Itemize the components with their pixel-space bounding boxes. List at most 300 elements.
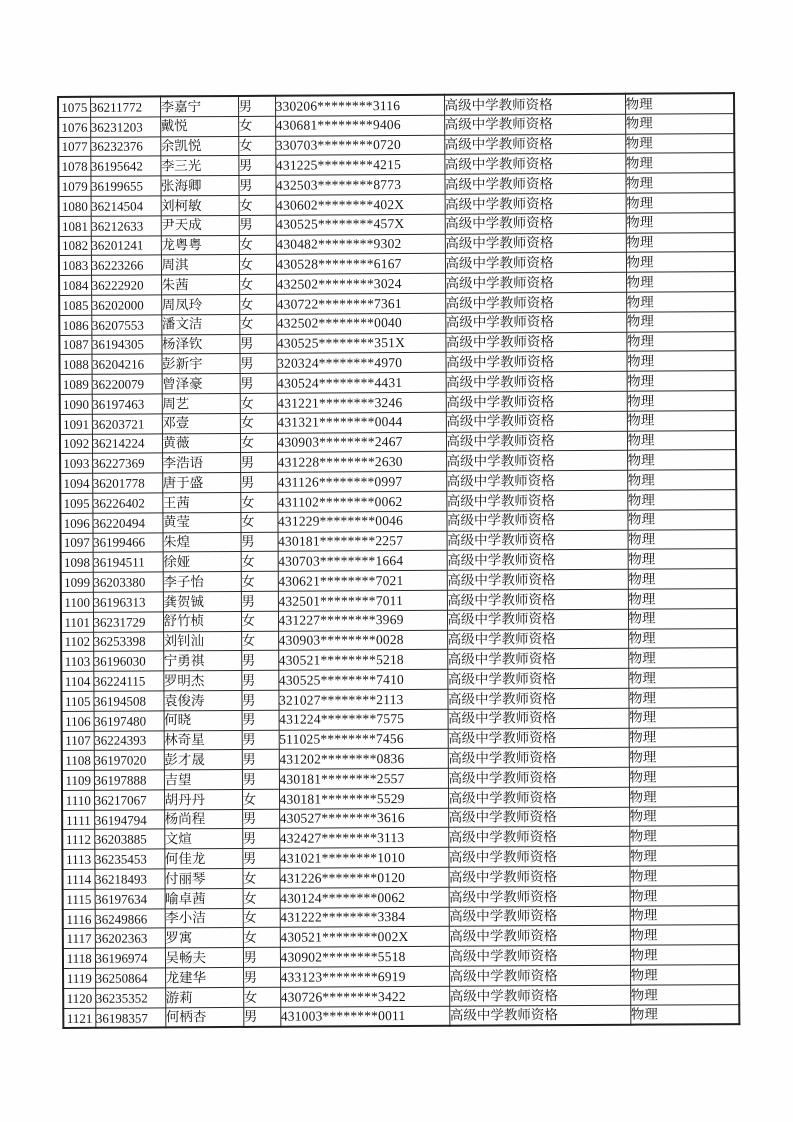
cell-qualification-type: 高级中学教师资格 (447, 688, 628, 709)
cell-seq-number: 1107 (62, 731, 94, 751)
cell-qualification-type: 高级中学教师资格 (445, 332, 626, 353)
cell-seq-number: 1080 (59, 196, 91, 216)
cell-exam-id: 36197463 (92, 394, 162, 414)
cell-subject: 物理 (630, 984, 739, 1004)
cell-id-card-masked: 431221********3246 (277, 392, 446, 413)
cell-candidate-name: 彭新宇 (161, 354, 239, 374)
cell-id-card-masked: 430726********3422 (280, 986, 449, 1007)
cell-subject: 物理 (630, 905, 739, 925)
cell-subject: 物理 (629, 747, 738, 767)
cell-gender: 女 (241, 631, 278, 651)
cell-candidate-name: 袁俊涛 (163, 690, 241, 710)
cell-subject: 物理 (627, 490, 736, 510)
cell-candidate-name: 何晓 (164, 710, 242, 730)
cell-candidate-name: 李子怡 (163, 572, 241, 592)
cell-exam-id: 36203885 (94, 829, 164, 849)
cell-gender: 女 (240, 393, 277, 413)
cell-candidate-name: 胡丹丹 (164, 789, 242, 809)
cell-qualification-type: 高级中学教师资格 (447, 569, 628, 590)
cell-exam-id: 36195642 (90, 156, 160, 176)
cell-seq-number: 1099 (61, 572, 93, 592)
cell-exam-id: 36194305 (91, 334, 161, 354)
cell-gender: 男 (239, 354, 276, 374)
cell-exam-id: 36197020 (94, 750, 164, 770)
cell-gender: 男 (239, 334, 276, 354)
cell-gender: 女 (243, 888, 280, 908)
cell-gender: 女 (243, 987, 280, 1007)
cell-seq-number: 1115 (63, 889, 95, 909)
cell-seq-number: 1113 (62, 850, 94, 870)
cell-subject: 物理 (625, 93, 734, 114)
cell-exam-id: 36199466 (93, 532, 163, 552)
cell-exam-id: 36218493 (94, 869, 164, 889)
cell-id-card-masked: 430181********5529 (279, 788, 448, 809)
cell-seq-number: 1081 (59, 216, 91, 236)
cell-qualification-type: 高级中学教师资格 (444, 154, 625, 175)
cell-exam-id: 36197888 (94, 770, 164, 790)
cell-exam-id: 36194794 (94, 810, 164, 830)
cell-exam-id: 36224115 (93, 671, 163, 691)
cell-gender: 男 (238, 175, 275, 195)
cell-gender: 女 (240, 492, 277, 512)
cell-subject: 物理 (627, 450, 736, 470)
cell-gender: 男 (242, 809, 279, 829)
cell-subject: 物理 (626, 331, 735, 351)
cell-qualification-type: 高级中学教师资格 (445, 193, 626, 214)
cell-exam-id: 36197480 (94, 711, 164, 731)
cell-exam-id: 36199655 (90, 176, 160, 196)
cell-candidate-name: 罗寓 (165, 928, 243, 948)
cell-seq-number: 1086 (59, 315, 91, 335)
cell-gender: 女 (241, 611, 278, 631)
cell-subject: 物理 (627, 371, 736, 391)
cell-exam-id: 36222920 (91, 275, 161, 295)
cell-exam-id: 36201778 (92, 473, 162, 493)
cell-gender: 男 (240, 472, 277, 492)
cell-seq-number: 1095 (60, 493, 92, 513)
cell-gender: 男 (242, 769, 279, 789)
cell-subject: 物理 (629, 707, 738, 727)
cell-seq-number: 1092 (60, 434, 92, 454)
cell-seq-number: 1117 (63, 929, 95, 949)
cell-candidate-name: 李嘉宁 (160, 96, 238, 117)
cell-id-card-masked: 431126********0997 (277, 471, 446, 492)
cell-qualification-type: 高级中学教师资格 (447, 589, 628, 610)
cell-candidate-name: 余凯悦 (160, 136, 238, 156)
cell-gender: 男 (241, 690, 278, 710)
cell-subject: 物理 (626, 311, 735, 331)
cell-seq-number: 1120 (63, 988, 95, 1008)
cell-id-card-masked: 431102********0062 (277, 491, 446, 512)
cell-id-card-masked: 431222********3384 (280, 907, 449, 928)
cell-qualification-type: 高级中学教师资格 (447, 530, 628, 551)
cell-qualification-type: 高级中学教师资格 (445, 253, 626, 274)
cell-seq-number: 1088 (59, 355, 91, 375)
cell-subject: 物理 (629, 826, 738, 846)
cell-gender: 女 (242, 868, 279, 888)
cell-id-card-masked: 321027********2113 (278, 689, 447, 710)
cell-seq-number: 1112 (62, 830, 94, 850)
cell-exam-id: 36220079 (92, 374, 162, 394)
cell-qualification-type: 高级中学教师资格 (446, 490, 627, 511)
cell-seq-number: 1090 (60, 394, 92, 414)
cell-candidate-name: 李浩语 (162, 453, 240, 473)
cell-exam-id: 36231203 (90, 117, 160, 137)
cell-exam-id: 36250864 (95, 968, 165, 988)
cell-id-card-masked: 430181********2257 (278, 531, 447, 552)
cell-id-card-masked: 430527********3616 (279, 808, 448, 829)
cell-candidate-name: 吉望 (164, 770, 242, 790)
cell-seq-number: 1077 (58, 137, 90, 157)
cell-seq-number: 1121 (63, 1008, 95, 1028)
cell-id-card-masked: 430602********402X (276, 194, 445, 215)
cell-id-card-masked: 430902********5518 (280, 947, 449, 968)
cell-qualification-type: 高级中学教师资格 (445, 352, 626, 373)
cell-candidate-name: 喻卓茜 (165, 888, 243, 908)
cell-candidate-name: 文煊 (164, 829, 242, 849)
cell-qualification-type: 高级中学教师资格 (448, 846, 629, 867)
cell-subject: 物理 (626, 351, 735, 371)
cell-candidate-name: 朱煌 (163, 532, 241, 552)
cell-gender: 男 (240, 453, 277, 473)
cell-exam-id: 36201241 (91, 235, 161, 255)
cell-id-card-masked: 330206********3116 (275, 95, 444, 116)
cell-qualification-type: 高级中学教师资格 (446, 510, 627, 531)
cell-gender: 男 (239, 215, 276, 235)
cell-id-card-masked: 432427********3113 (279, 828, 448, 849)
cell-subject: 物理 (627, 509, 736, 529)
cell-gender: 男 (240, 373, 277, 393)
table-row (63, 1004, 739, 1028)
cell-qualification-type: 高级中学教师资格 (446, 470, 627, 491)
cell-candidate-name: 李小洁 (165, 908, 243, 928)
cell-seq-number: 1108 (62, 751, 94, 771)
cell-qualification-type: 高级中学教师资格 (449, 985, 630, 1006)
cell-subject: 物理 (627, 430, 736, 450)
cell-id-card-masked: 431229********0046 (277, 511, 446, 532)
cell-qualification-type: 高级中学教师资格 (447, 609, 628, 630)
cell-subject: 物理 (626, 252, 735, 272)
table-body (58, 93, 739, 1028)
cell-seq-number: 1111 (62, 810, 94, 830)
cell-id-card-masked: 431228********2630 (277, 452, 446, 473)
cell-seq-number: 1114 (62, 869, 94, 889)
cell-subject: 物理 (626, 212, 735, 232)
cell-exam-id: 36231729 (93, 612, 163, 632)
cell-qualification-type: 高级中学教师资格 (447, 550, 628, 571)
cell-gender: 女 (239, 195, 276, 215)
cell-qualification-type: 高级中学教师资格 (445, 312, 626, 333)
cell-id-card-masked: 432503********8773 (275, 174, 444, 195)
cell-qualification-type: 高级中学教师资格 (445, 272, 626, 293)
cell-subject: 物理 (629, 806, 738, 826)
cell-seq-number: 1098 (61, 553, 93, 573)
cell-seq-number: 1097 (61, 533, 93, 553)
cell-seq-number: 1103 (61, 652, 93, 672)
cell-qualification-type: 高级中学教师资格 (448, 807, 629, 828)
cell-seq-number: 1105 (61, 691, 93, 711)
cell-subject: 物理 (625, 113, 734, 133)
cell-exam-id: 36226402 (92, 493, 162, 513)
cell-seq-number: 1084 (59, 275, 91, 295)
cell-seq-number: 1076 (58, 117, 90, 137)
cell-qualification-type: 高级中学教师资格 (447, 649, 628, 670)
cell-id-card-masked: 431224********7575 (279, 709, 448, 730)
cell-id-card-masked: 430181********2557 (279, 768, 448, 789)
cell-candidate-name: 龚贺铖 (163, 591, 241, 611)
cell-qualification-type: 高级中学教师资格 (449, 965, 630, 986)
cell-gender: 女 (239, 274, 276, 294)
cell-qualification-type: 高级中学教师资格 (445, 233, 626, 254)
cell-gender: 女 (239, 235, 276, 255)
cell-id-card-masked: 330703********0720 (275, 135, 444, 156)
cell-exam-id: 36232376 (90, 136, 160, 156)
cell-exam-id: 36214224 (92, 433, 162, 453)
cell-candidate-name: 黄莹 (162, 512, 240, 532)
cell-subject: 物理 (627, 410, 736, 430)
cell-gender: 女 (238, 116, 275, 136)
cell-exam-id: 36217067 (94, 790, 164, 810)
cell-candidate-name: 林奇星 (164, 730, 242, 750)
cell-id-card-masked: 430482********9302 (276, 234, 445, 255)
cell-gender: 男 (241, 651, 278, 671)
cell-seq-number: 1109 (62, 770, 94, 790)
cell-seq-number: 1075 (58, 97, 90, 117)
cell-gender: 女 (238, 136, 275, 156)
cell-seq-number: 1102 (61, 632, 93, 652)
cell-qualification-type: 高级中学教师资格 (449, 906, 630, 927)
cell-qualification-type: 高级中学教师资格 (444, 94, 625, 115)
cell-id-card-masked: 430703********1664 (278, 551, 447, 572)
cell-exam-id: 36202000 (91, 295, 161, 315)
cell-id-card-masked: 431003********0011 (280, 1006, 449, 1027)
cell-gender: 男 (242, 730, 279, 750)
cell-candidate-name: 周淇 (161, 255, 239, 275)
cell-seq-number: 1094 (60, 473, 92, 493)
cell-id-card-masked: 430528********6167 (276, 254, 445, 275)
cell-exam-id: 36212633 (91, 216, 161, 236)
cell-candidate-name: 游莉 (165, 987, 243, 1007)
cell-qualification-type: 高级中学教师资格 (449, 926, 630, 947)
cell-exam-id: 36235352 (95, 988, 165, 1008)
cell-qualification-type: 高级中学教师资格 (446, 411, 627, 432)
cell-candidate-name: 曾泽豪 (162, 374, 240, 394)
cell-candidate-name: 龙建华 (165, 968, 243, 988)
cell-candidate-name: 杨尚程 (164, 809, 242, 829)
cell-subject: 物理 (626, 292, 735, 312)
cell-exam-id: 36196974 (95, 948, 165, 968)
cell-gender: 女 (240, 512, 277, 532)
cell-candidate-name: 李三光 (160, 156, 238, 176)
cell-candidate-name: 吴畅夫 (165, 948, 243, 968)
cell-qualification-type: 高级中学教师资格 (448, 767, 629, 788)
cell-qualification-type: 高级中学教师资格 (444, 173, 625, 194)
cell-seq-number: 1116 (63, 909, 95, 929)
cell-gender: 男 (243, 947, 280, 967)
cell-qualification-type: 高级中学教师资格 (447, 629, 628, 650)
cell-exam-id: 36204216 (91, 354, 161, 374)
cell-subject: 物理 (630, 945, 739, 965)
cell-exam-id: 36249866 (95, 909, 165, 929)
cell-gender: 女 (240, 413, 277, 433)
cell-id-card-masked: 431321********0044 (277, 412, 446, 433)
cell-gender: 女 (241, 571, 278, 591)
cell-seq-number: 1089 (60, 374, 92, 394)
cell-gender: 女 (243, 928, 280, 948)
cell-subject: 物理 (628, 589, 737, 609)
cell-gender: 男 (238, 156, 275, 176)
cell-qualification-type: 高级中学教师资格 (448, 827, 629, 848)
cell-qualification-type: 高级中学教师资格 (448, 728, 629, 749)
cell-candidate-name: 徐娅 (163, 552, 241, 572)
cell-subject: 物理 (628, 529, 737, 549)
cell-gender: 女 (242, 789, 279, 809)
cell-seq-number: 1082 (59, 236, 91, 256)
cell-gender: 女 (240, 433, 277, 453)
cell-exam-id: 36194508 (93, 691, 163, 711)
cell-subject: 物理 (628, 668, 737, 688)
cell-id-card-masked: 432502********0040 (276, 313, 445, 334)
cell-subject: 物理 (625, 133, 734, 153)
cell-exam-id: 36198357 (95, 1008, 165, 1029)
cell-subject: 物理 (626, 232, 735, 252)
cell-subject: 物理 (630, 925, 739, 945)
cell-candidate-name: 何柄杏 (165, 1007, 243, 1028)
cell-seq-number: 1087 (59, 335, 91, 355)
cell-id-card-masked: 430521********5218 (278, 650, 447, 671)
cell-gender: 男 (242, 750, 279, 770)
cell-gender: 女 (239, 255, 276, 275)
cell-candidate-name: 王茜 (162, 492, 240, 512)
cell-id-card-masked: 430903********0028 (278, 630, 447, 651)
cell-id-card-masked: 431021********1010 (279, 848, 448, 869)
cell-gender: 女 (239, 294, 276, 314)
cell-exam-id: 36203380 (93, 572, 163, 592)
cell-gender: 男 (241, 670, 278, 690)
cell-seq-number: 1110 (62, 790, 94, 810)
cell-seq-number: 1079 (58, 176, 90, 196)
cell-subject: 物理 (628, 628, 737, 648)
cell-gender: 女 (241, 552, 278, 572)
cell-subject: 物理 (629, 767, 738, 787)
cell-exam-id: 36202363 (95, 928, 165, 948)
cell-gender: 女 (239, 314, 276, 334)
cell-gender: 男 (242, 710, 279, 730)
cell-seq-number: 1104 (61, 671, 93, 691)
cell-qualification-type: 高级中学教师资格 (449, 886, 630, 907)
cell-id-card-masked: 431227********3969 (278, 610, 447, 631)
cell-subject: 物理 (630, 1004, 739, 1025)
cell-candidate-name: 龙粤粤 (161, 235, 239, 255)
cell-subject: 物理 (628, 648, 737, 668)
cell-id-card-masked: 430722********7361 (276, 293, 445, 314)
cell-candidate-name: 杨泽钦 (161, 334, 239, 354)
cell-candidate-name: 付丽琴 (164, 869, 242, 889)
cell-seq-number: 1106 (62, 711, 94, 731)
cell-gender: 男 (242, 829, 279, 849)
cell-candidate-name: 彭才晟 (164, 750, 242, 770)
cell-candidate-name: 舒竹桢 (163, 611, 241, 631)
cell-qualification-type: 高级中学教师资格 (446, 371, 627, 392)
cell-subject: 物理 (626, 193, 735, 213)
cell-exam-id: 36211772 (90, 96, 160, 117)
cell-gender: 男 (241, 532, 278, 552)
cell-candidate-name: 潘文洁 (161, 314, 239, 334)
cell-candidate-name: 刘钊汕 (163, 631, 241, 651)
cell-candidate-name: 周凤玲 (161, 294, 239, 314)
cell-subject: 物理 (627, 470, 736, 490)
cell-exam-id: 36223266 (91, 255, 161, 275)
cell-id-card-masked: 430525********7410 (278, 669, 447, 690)
cell-subject: 物理 (628, 549, 737, 569)
cell-id-card-masked: 431226********0120 (279, 867, 448, 888)
cell-candidate-name: 刘柯敏 (161, 195, 239, 215)
cell-candidate-name: 宁勇祺 (163, 651, 241, 671)
cell-seq-number: 1091 (60, 414, 92, 434)
cell-id-card-masked: 430681********9406 (275, 115, 444, 136)
cell-qualification-type: 高级中学教师资格 (448, 787, 629, 808)
cell-qualification-type: 高级中学教师资格 (446, 431, 627, 452)
cell-gender: 男 (241, 591, 278, 611)
cell-qualification-type: 高级中学教师资格 (449, 945, 630, 966)
cell-subject: 物理 (629, 846, 738, 866)
cell-exam-id: 36214504 (91, 196, 161, 216)
cell-qualification-type: 高级中学教师资格 (448, 708, 629, 729)
cell-seq-number: 1118 (63, 949, 95, 969)
cell-subject: 物理 (630, 965, 739, 985)
cell-id-card-masked: 433123********6919 (280, 966, 449, 987)
cell-seq-number: 1093 (60, 454, 92, 474)
cell-seq-number: 1096 (60, 513, 92, 533)
cell-id-card-masked: 320324********4970 (276, 353, 445, 374)
cell-candidate-name: 张海卿 (160, 176, 238, 196)
cell-id-card-masked: 431202********0836 (279, 749, 448, 770)
cell-id-card-masked: 432501********7011 (278, 590, 447, 611)
cell-gender: 男 (243, 1007, 280, 1028)
cell-exam-id: 36197634 (95, 889, 165, 909)
cell-exam-id: 36207553 (91, 315, 161, 335)
cell-exam-id: 36196030 (93, 651, 163, 671)
cell-candidate-name: 唐于盛 (162, 473, 240, 493)
cell-qualification-type: 高级中学教师资格 (445, 213, 626, 234)
cell-gender: 男 (238, 96, 275, 117)
cell-id-card-masked: 430524********4431 (277, 372, 446, 393)
cell-subject: 物理 (628, 687, 737, 707)
cell-qualification-type: 高级中学教师资格 (446, 391, 627, 412)
cell-seq-number: 1083 (59, 256, 91, 276)
cell-subject: 物理 (629, 727, 738, 747)
cell-candidate-name: 朱茜 (161, 275, 239, 295)
cell-id-card-masked: 430525********351X (276, 333, 445, 354)
cell-id-card-masked: 431225********4215 (275, 155, 444, 176)
cell-exam-id: 36203721 (92, 414, 162, 434)
cell-id-card-masked: 430903********2467 (277, 432, 446, 453)
cell-candidate-name: 邓壹 (162, 413, 240, 433)
cell-exam-id: 36196313 (93, 592, 163, 612)
cell-id-card-masked: 430621********7021 (278, 570, 447, 591)
cell-subject: 物理 (629, 866, 738, 886)
cell-id-card-masked: 432502********3024 (276, 273, 445, 294)
cell-gender: 男 (243, 967, 280, 987)
cell-qualification-type: 高级中学教师资格 (445, 292, 626, 313)
cell-candidate-name: 戴悦 (160, 116, 238, 136)
cell-id-card-masked: 430525********457X (276, 214, 445, 235)
cell-qualification-type: 高级中学教师资格 (448, 866, 629, 887)
cell-qualification-type: 高级中学教师资格 (446, 451, 627, 472)
cell-qualification-type: 高级中学教师资格 (447, 668, 628, 689)
cell-seq-number: 1119 (63, 968, 95, 988)
cell-subject: 物理 (629, 786, 738, 806)
